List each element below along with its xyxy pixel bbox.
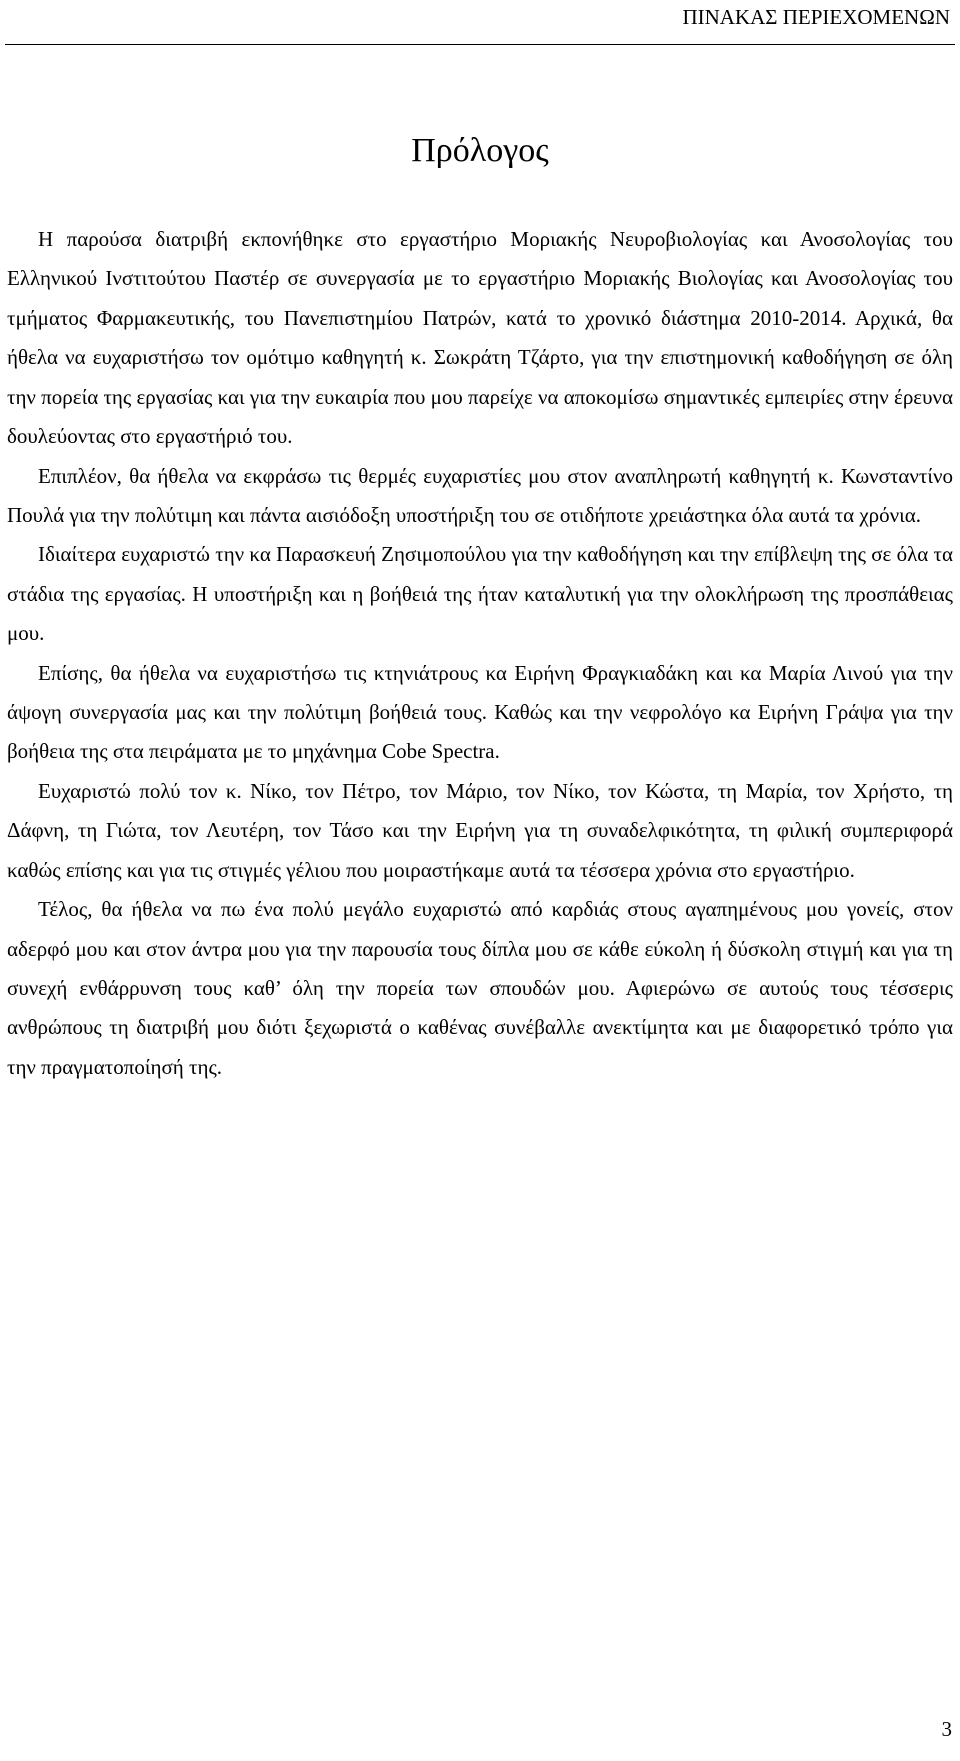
paragraph: Επίσης, θα ήθελα να ευχαριστήσω τις κτηνιάτρους κα Ειρήνη Φραγκιαδάκη και κα Μαρία Λινού για την άψογη συνεργασία μας και την πολύτιμη βοήθειά τους. Καθώς και την νεφρολόγο κα Ειρήνη Γράψα για την βοήθεια της στα πειράματα με το μηχάνημα Cobe Spectra. (7, 660, 953, 764)
header-rule (5, 44, 955, 45)
paragraph: Τέλος, θα ήθελα να πω ένα πολύ μεγάλο ευχαριστώ από καρδιάς στους αγαπημένους μου γονείς, στον αδερφό μου και στον άντρα μου για την παρουσία τους δίπλα μου σε κάθε εύκολη ή δύσκολη στιγμή και για τη συνεχή ενθάρρυνση τους καθ’ όλη την πορεία των σπουδών μου. Αφιερώνω σε αυτούς τους τέσσερις ανθρώπους τη διατριβή μου διότι ξεχωριστά ο καθένας συνέβαλλε ανεκτίμητα και με διαφορετικό τρόπο για την πραγματοποίησή της. (7, 897, 953, 1079)
chapter-title: Πρόλογος (411, 132, 549, 169)
running-header: ΠΙΝΑΚΑΣ ΠΕΡΙΕΧΟΜΕΝΩΝ (682, 5, 950, 29)
body-text (7, 220, 953, 1087)
page-number: 3 (941, 1717, 952, 1741)
paragraph: Ευχαριστώ πολύ τον κ. Νίκο, τον Πέτρο, τον Μάριο, τον Νίκο, τον Κώστα, τη Μαρία, τον Χρήστο, τη Δάφνη, τη Γιώτα, τον Λευτέρη, τον Τάσο και την Ειρήνη για τη συναδελφικότητα, τη φιλική συμπεριφορά καθώς επίσης και για τις στιγμές γέλιου που μοιραστήκαμε αυτά τα τέσσερα χρόνια στο εργαστήριο. (7, 778, 953, 882)
paragraph: Η παρούσα διατριβή εκπονήθηκε στο εργαστήριο Μοριακής Νευροβιολογίας και Ανοσολογίας του Ελληνικού Ινστιτούτου Παστέρ σε συνεργασία με το εργαστήριο Μοριακής Βιολογίας και Ανοσολογίας του τμήματος Φαρμακευτικής, του Πανεπιστημίου Πατρών, κατά το χρονικό διάστημα 2010-2014. Αρχικά, θα ήθελα να ευχαριστήσω τον ομότιμο καθηγητή κ. Σωκράτη Τζάρτο, για την επιστημονική καθοδήγηση σε όλη την πορεία της εργασίας και για την ευκαιρία που μου παρείχε να αποκομίσω σημαντικές εμπειρίες στην έρευνα δουλεύοντας στο εργαστήριό του. (7, 227, 954, 449)
paragraph: Ιδιαίτερα ευχαριστώ την κα Παρασκευή Ζησιμοπούλου για την καθοδήγηση και την επίβλεψη της σε όλα τα στάδια της εργασίας. Η υποστήριξη και η βοήθειά της ήταν καταλυτική για την ολοκλήρωση της προσπάθειας μου. (7, 542, 953, 646)
paragraph: Επιπλέον, θα ήθελα να εκφράσω τις θερμές ευχαριστίες μου στον αναπληρωτή καθηγητή κ. Κωνσταντίνο Πουλά για την πολύτιμη και πάντα αισιόδοξη υποστήριξη του σε οτιδήποτε χρειάστηκα όλα αυτά τα χρόνια. (7, 463, 953, 527)
